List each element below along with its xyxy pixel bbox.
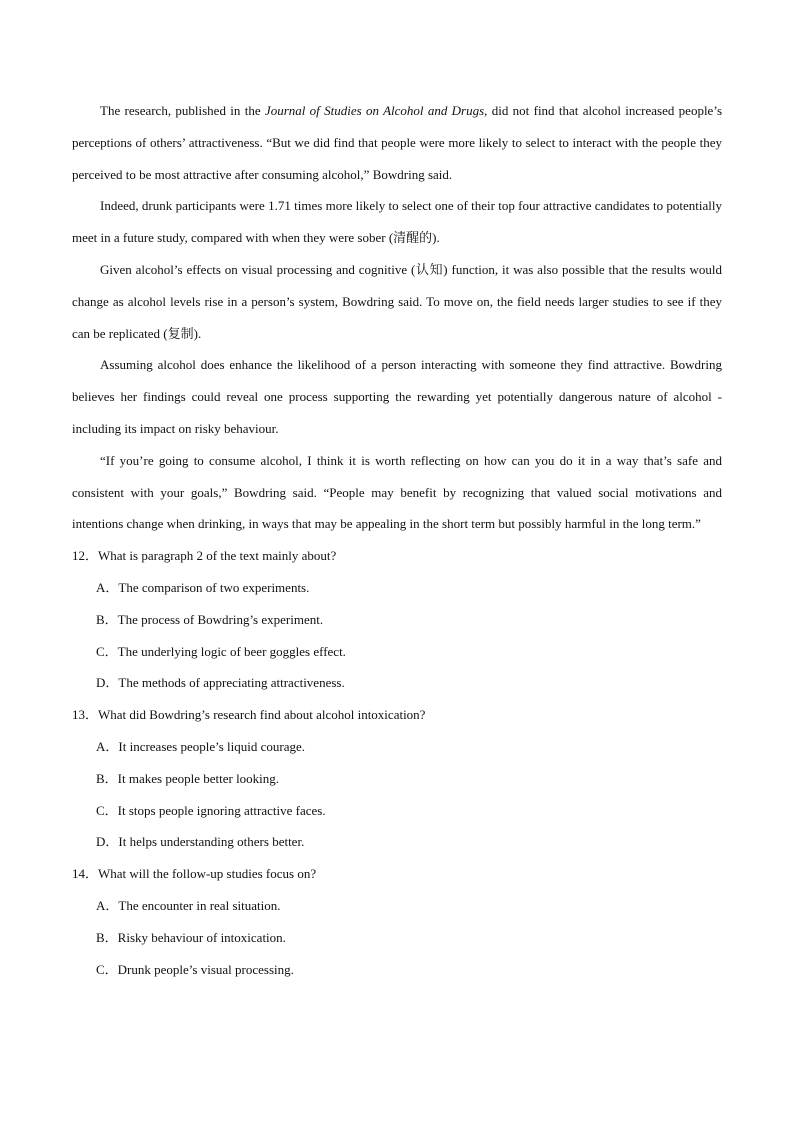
paragraph-2: Indeed, drunk participants were 1.71 times more likely to select one of their top four attractive candidates to potentially meet in a future study, compared with when they were sober (清醒的). [72,198,722,246]
option-14-b: B．Risky behaviour of intoxication. [96,929,286,945]
question-number: 13． [72,707,99,723]
question-12 [72,540,722,572]
option-14-a: A．The encounter in real situation. [96,897,281,913]
option-13-b: B．It makes people better looking. [96,770,280,786]
option-13-a: A．It increases people’s liquid courage. [96,738,306,754]
option-13-d: D．It helps understanding others better. [96,834,305,850]
question-number: 14． [72,866,99,882]
question-number: 12． [72,548,99,564]
question-14 [72,858,722,890]
option-12-b: B．The process of Bowdring’s experiment. [96,611,324,627]
question-text: What did Bowdring’s research find about alcohol intoxication? [98,707,426,723]
paragraph-1-end: did not find that alcohol increased people’s perceptions of others’ attractiveness. “But we did find that people were more likely to select to interact with the people they perceived to be most attractive after consuming alcohol,” Bowdring said. [72,103,723,182]
paragraph-3: Given alcohol’s effects on visual processing and cognitive (认知) function, it was also possible that the results would change as alcohol levels rise in a person’s system, Bowdring said. To move on, the field needs larger studies to see if they can be replicated (复制). [72,261,722,341]
paragraph-4: Assuming alcohol does enhance the likelihood of a person interacting with someone they find attractive. Bowdring believes her findings could reveal one process supporting the rewarding yet potentially dangerous nature of alcohol - including its impact on risky behaviour. [72,357,722,436]
question-13 [72,699,722,731]
question-block-12 [72,540,722,699]
option-12-d: D．The methods of appreciating attractiveness. [96,675,345,691]
paragraph-1 [72,95,722,190]
journal-title: Journal of Studies on Alcohol and Drugs, [264,103,488,118]
paragraph-5: “If you’re going to consume alcohol, I think it is worth reflecting on how can you do it in a way that’s safe and consistent with your goals,” Bowdring said. “People may benefit by recognizing that valued social motivations and intentions change when drinking, in ways that may be appealing in the short term but possibly harmful in the long term.” [72,452,722,532]
question-block-14 [72,858,722,985]
option-12-a: A．The comparison of two experiments. [96,579,310,595]
question-text: What is paragraph 2 of the text mainly about? [98,548,337,564]
option-14-c: C．Drunk people’s visual processing. [96,961,294,977]
question-text: What will the follow-up studies focus on? [98,866,317,882]
option-13-c: C．It stops people ignoring attractive faces. [96,802,326,818]
paragraph-1-start: The research, published in the [100,103,265,118]
document-page [72,95,722,985]
option-12-c: C．The underlying logic of beer goggles effect. [96,643,346,659]
question-block-13 [72,699,722,858]
